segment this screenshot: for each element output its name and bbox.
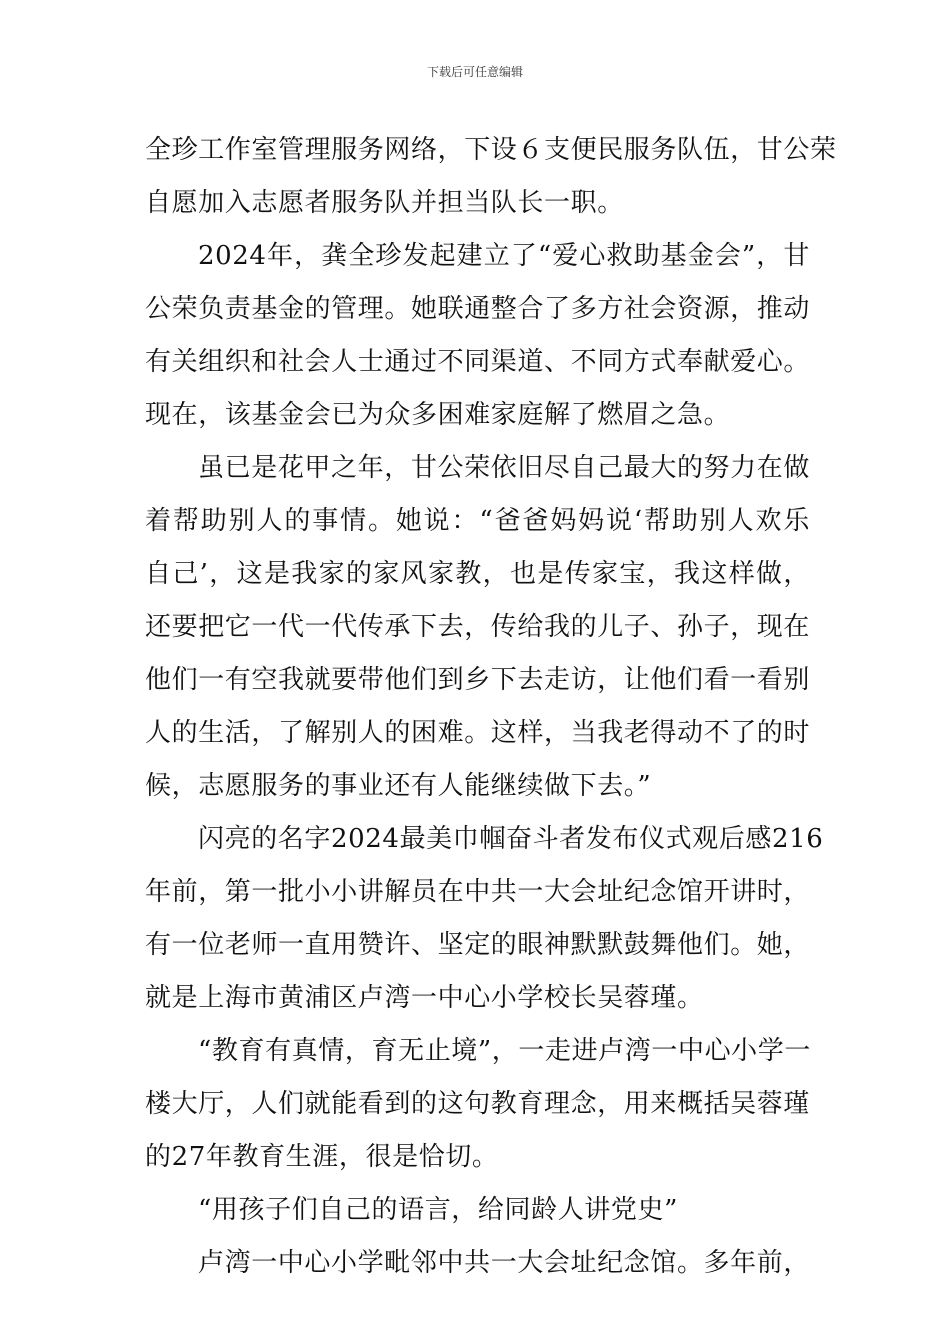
document-body	[145, 124, 837, 1290]
paragraph-first-line: 闪亮的名字2024最美巾帼奋斗者发布仪式观后感216	[198, 824, 824, 854]
text-line: 有一位老师一直用赞许、坚定的眼神默默鼓舞他们。她，	[145, 930, 811, 960]
paragraph-first-line: “教育有真情，育无止境”，一走进卢湾一中心小学一	[198, 1036, 811, 1066]
section-heading: “用孩子们自己的语言，给同龄人讲党史”	[198, 1195, 678, 1225]
text-line: 现在，该基金会已为众多困难家庭解了燃眉之急。	[145, 400, 731, 430]
text-line: 全珍工作室管理服务网络，下设６支便民服务队伍，甘公荣	[145, 135, 837, 165]
page-header-note: 下载后可任意编辑	[426, 65, 523, 79]
text-line: 就是上海市黄浦区卢湾一中心小学校长吴蓉瑾。	[145, 983, 704, 1013]
text-line: 人的生活，了解别人的困难。这样，当我老得动不了的时	[145, 718, 811, 748]
text-line: 公荣负责基金的管理。她联通整合了多方社会资源，推动	[145, 294, 811, 324]
text-line: 有关组织和社会人士通过不同渠道、不同方式奉献爱心。	[145, 347, 811, 377]
text-line: 候，志愿服务的事业还有人能继续做下去。”	[145, 771, 652, 801]
text-line: 的27年教育生涯，很是恰切。	[145, 1142, 499, 1172]
text-line: 楼大厅，人们就能看到的这句教育理念，用来概括吴蓉瑾	[145, 1089, 811, 1119]
text-line: 着帮助别人的事情。她说：“爸爸妈妈说‘帮助别人欢乐	[145, 506, 810, 536]
paragraph-first-line: 虽已是花甲之年，甘公荣依旧尽自己最大的努力在做	[198, 453, 810, 483]
text-line: 他们一有空我就要带他们到乡下去走访，让他们看一看别	[145, 665, 811, 695]
text-line: 自愿加入志愿者服务队并担当队长一职。	[145, 188, 624, 218]
paragraph-first-line: 2024年，龚全珍发起建立了“爱心救助基金会”，甘	[198, 241, 810, 271]
paragraph-first-line: 卢湾一中心小学毗邻中共一大会址纪念馆。多年前，	[198, 1248, 810, 1278]
text-line: 还要把它一代一代传承下去，传给我的儿子、孙子，现在	[145, 612, 811, 642]
text-line: 自己’，这是我家的家风家教，也是传家宝，我这样做，	[145, 559, 810, 589]
text-line: 年前，第一批小小讲解员在中共一大会址纪念馆开讲时，	[145, 877, 811, 907]
